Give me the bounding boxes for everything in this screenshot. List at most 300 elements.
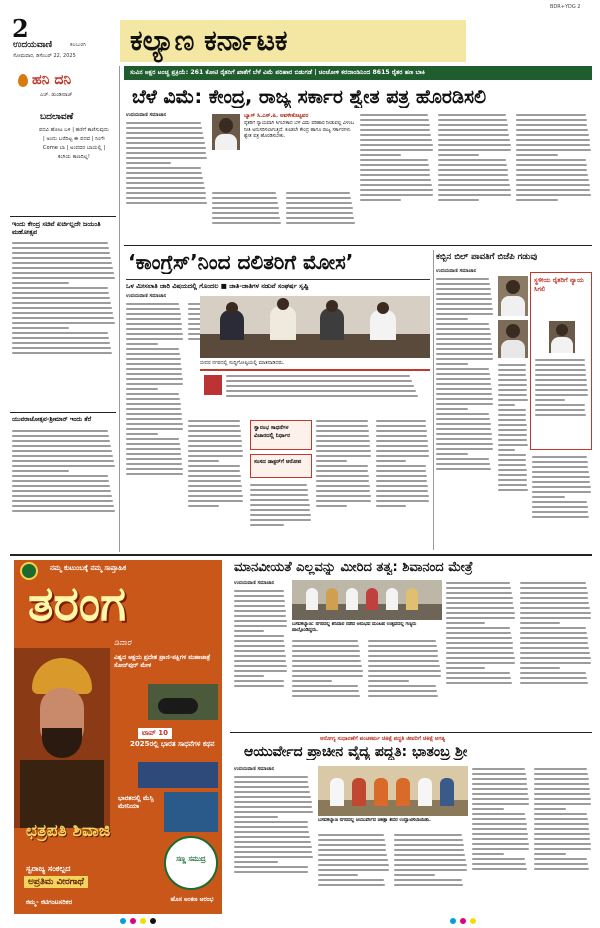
text-line <box>126 132 203 134</box>
text-line <box>292 665 362 667</box>
text-line <box>438 179 509 181</box>
text-line <box>520 657 591 659</box>
text-line <box>126 318 181 320</box>
ad-item-3-photo <box>164 792 218 832</box>
text-line <box>368 645 437 647</box>
text-line <box>438 199 479 201</box>
text-line <box>318 834 384 836</box>
lead-headline: ಬೆಳೆ ವಿಮೆ: ಕೇಂದ್ರ, ರಾಜ್ಯ ಸರ್ಕಾರ ಶ್ವೇತ ಪತ್ರ ಹೊರಡಿಸಲಿ <box>132 86 487 108</box>
text-line <box>234 590 284 592</box>
text-line <box>472 858 525 860</box>
text-line <box>126 338 183 340</box>
text-line <box>394 884 463 886</box>
text-line <box>126 418 182 420</box>
text-line <box>436 428 491 430</box>
text-line <box>188 460 219 462</box>
right-col-1 <box>436 276 494 550</box>
text-line <box>188 430 241 432</box>
text-line <box>394 854 465 856</box>
text-line <box>234 866 308 868</box>
text-line <box>498 464 526 466</box>
text-line <box>360 164 429 166</box>
text-line <box>12 317 114 319</box>
text-line <box>498 459 526 461</box>
text-line <box>472 768 525 770</box>
text-line <box>292 650 360 652</box>
text-line <box>376 425 426 427</box>
text-line <box>472 778 527 780</box>
text-line <box>446 662 515 664</box>
text-line <box>234 851 312 853</box>
ad-badge <box>164 836 218 890</box>
text-line <box>520 622 560 624</box>
text-line <box>498 374 526 376</box>
text-line <box>126 127 202 129</box>
text-line <box>446 642 513 644</box>
text-line <box>368 690 437 692</box>
ad-item-3: ಭಾರತದಲ್ಲಿ ಮೆಸ್ಸಿ ಮೇನಿಯಾ <box>118 794 154 810</box>
text-line <box>438 164 507 166</box>
text-line <box>516 134 589 136</box>
text-line <box>12 342 110 344</box>
text-line <box>234 685 284 687</box>
text-line <box>520 602 589 604</box>
ad-cover-credit: ಕಮ್ಮ- ಕಟಿಗಂಟಸರಿಕರ <box>26 898 73 906</box>
text-line <box>446 627 510 629</box>
text-line <box>126 443 180 445</box>
text-line <box>446 682 512 684</box>
text-line <box>286 197 351 199</box>
text-line <box>188 445 242 447</box>
text-line <box>286 212 353 214</box>
ad-tagline: ನಮ್ಮ ಕುಟುಂಬಕ್ಕೆ ನಮ್ಮ ಸಾಪ್ತಾಹಿಕ <box>50 564 127 572</box>
text-line <box>12 337 109 339</box>
text-line <box>126 423 183 425</box>
ad-item-2: 2025ರಲ್ಲಿ ಭಾರತ ಸಾಧನೆಗಳ ಕಥನ <box>130 740 215 748</box>
section-title: ಕಲ್ಯಾಣ ಕರ್ನಾಟಕ <box>130 24 288 57</box>
text-line <box>516 149 591 151</box>
text-line <box>368 680 409 682</box>
text-line <box>12 302 111 304</box>
text-line <box>532 456 587 458</box>
text-line <box>532 471 589 473</box>
lead-quote-text: ರೈತರಿಗೆ ನ್ಯಾಯವಾಗಿ ಸಿಗಬೇಕಾದ ಬೆಳೆ ವಿಮೆ ಪರಿಹಾರ ನೀಡುವಲ್ಲಿ ವಿಳಂಬ ನೀತಿ ಅನುಸರಿಸಲಾಗುತ್ತಿದೆ. ಕೂಡಲೇ ಕೇಂದ್ರ ಹಾಗೂ ರಾಜ್ಯ ಸರ್ಕಾರಗಳು ಶ್ವೇತ ಪತ್ರ ಹೊರಡಿಸಬೇಕು. <box>244 121 354 139</box>
text-line <box>436 333 491 335</box>
text-line <box>212 217 280 219</box>
text-line <box>498 394 527 396</box>
text-line <box>532 466 588 468</box>
text-line <box>12 485 110 487</box>
text-line <box>12 510 115 512</box>
text-line <box>436 388 492 390</box>
text-line <box>516 199 558 201</box>
text-line <box>286 207 353 209</box>
text-line <box>376 480 427 482</box>
text-line <box>292 670 363 672</box>
poem-text: ಪದವಿ ಹೋಟ ಬಳಿ | ಹಣಿಗೆ ಕಾಣಿಸುವುದು | ಅಂದು ಬರೆದಿಟ್ಟ ಈ ಪದವ | ನಿಂಗೇ Come ಬಾ | ಅಂದವರ ಬಾಯಲ್ಲಿ | ಕಂಗಿಯ ಕಾಣದಿಲ್ಲ! <box>38 127 110 160</box>
text-line <box>535 359 585 361</box>
text-line <box>360 139 432 141</box>
text-line <box>535 364 585 366</box>
text-line <box>394 859 466 861</box>
middle-photo <box>292 580 442 620</box>
text-line <box>516 159 586 161</box>
ad-brand: ತರಂಗ <box>28 576 127 632</box>
text-line <box>498 364 526 366</box>
text-line <box>520 617 591 619</box>
text-line <box>446 652 514 654</box>
text-line <box>436 298 492 300</box>
text-line <box>292 675 363 677</box>
text-line <box>368 670 441 672</box>
text-line <box>394 849 464 851</box>
text-line <box>368 655 438 657</box>
text-line <box>516 144 590 146</box>
bottom-photo-caption: ಬಸವಕಲ್ಯಾಣ ನಗರದಲ್ಲಿ ಆಯುರ್ವೇದ ಚಿಕಿತ್ಸಾ ಶಿಬಿರ ಉದ್ಘಾಟಿಸಲಾಯಿತು. <box>318 818 431 823</box>
text-line <box>292 695 360 697</box>
text-line <box>532 486 591 488</box>
text-line <box>532 476 590 478</box>
text-line <box>360 194 433 196</box>
text-line <box>520 582 586 584</box>
bottom-col-5 <box>534 766 592 914</box>
text-line <box>360 199 401 201</box>
lead-col-3 <box>286 190 356 242</box>
text-line <box>126 368 182 370</box>
right-box <box>530 272 592 450</box>
text-line <box>516 129 588 131</box>
text-line <box>534 863 588 865</box>
text-line <box>250 509 310 511</box>
text-line <box>394 879 462 881</box>
text-line <box>436 313 493 315</box>
text-line <box>472 788 528 790</box>
congress-box-2 <box>250 454 312 478</box>
lead-byline: ಉದಯವಾಣಿ ಸಮಾಚಾರ <box>126 112 167 118</box>
text-line <box>535 374 586 376</box>
text-line <box>472 803 529 805</box>
bottom-col-2 <box>318 832 390 914</box>
text-line <box>535 409 585 411</box>
text-line <box>534 818 588 820</box>
text-line <box>394 844 464 846</box>
text-line <box>438 149 511 151</box>
text-line <box>12 312 113 314</box>
text-line <box>126 333 183 335</box>
congress-photo-caption: ಬೀದರ ನಗರದಲ್ಲಿ ಸುದ್ದಿಗೋಷ್ಠಿಯಲ್ಲಿ ಮಾತನಾಡಿದರು. <box>200 360 285 366</box>
text-line <box>318 854 387 856</box>
text-line <box>376 475 427 477</box>
right-col-3 <box>532 454 592 550</box>
text-line <box>12 272 114 274</box>
text-line <box>234 836 310 838</box>
text-line <box>520 597 588 599</box>
text-line <box>498 489 528 491</box>
text-line <box>472 793 528 795</box>
text-line <box>286 202 352 204</box>
text-line <box>126 137 204 139</box>
text-line <box>316 495 371 497</box>
text-line <box>234 640 284 642</box>
text-line <box>376 460 406 462</box>
text-line <box>376 495 429 497</box>
text-line <box>535 414 586 416</box>
text-line <box>316 440 370 442</box>
congress-col-4 <box>250 482 312 550</box>
text-line <box>126 403 181 405</box>
text-line <box>126 172 202 174</box>
taranga-ad[interactable] <box>14 560 222 914</box>
text-line <box>12 495 112 497</box>
text-line <box>126 453 181 455</box>
text-line <box>446 677 511 679</box>
text-line <box>126 468 183 470</box>
congress-box-1 <box>250 420 312 450</box>
sidebar-story-2-headline: ಯುವರಾಜೋತ್ಸವ-ಶ್ರೀಮಾನ್ ಇಂದು ತೆರೆ <box>12 416 92 423</box>
text-line <box>534 783 589 785</box>
text-line <box>498 434 527 436</box>
text-line <box>188 485 242 487</box>
text-line <box>534 773 588 775</box>
sidebar-story-1-headline: ಇಂದು ಕೇಂದ್ರ ಸಚಿವೆ ಖರ್ಚಿಲ್ಲದೇ ಜಯಂತಿ ಮಹೋತ್ಸವ <box>12 220 101 236</box>
text-line <box>436 418 490 420</box>
text-line <box>318 844 386 846</box>
text-line <box>234 670 287 672</box>
middle-byline: ಉದಯವಾಣಿ ಸಮಾಚಾರ <box>234 580 275 586</box>
masthead <box>0 0 600 64</box>
text-line <box>12 440 110 442</box>
text-line <box>360 119 429 121</box>
text-line <box>520 632 587 634</box>
text-line <box>535 389 588 391</box>
text-line <box>292 680 332 682</box>
text-line <box>438 169 508 171</box>
text-line <box>436 403 493 405</box>
text-line <box>292 660 361 662</box>
text-line <box>234 655 286 657</box>
poem-title: ಬದಲಾವಣೆ <box>40 112 74 122</box>
bottom-byline: ಉದಯವಾಣಿ ಸಮಾಚಾರ <box>234 766 275 772</box>
text-line <box>532 516 589 518</box>
text-line <box>250 524 284 526</box>
text-line <box>436 323 489 325</box>
text-line <box>472 798 529 800</box>
text-line <box>126 378 183 380</box>
congress-headline: ‘ಕಾಂಗ್ರೆಸ್’ನಿಂದ ದಲಿತರಿಗೆ ಮೋಸ’ <box>128 250 354 274</box>
text-line <box>360 149 433 151</box>
text-line <box>436 463 490 465</box>
congress-col-1 <box>126 301 184 549</box>
text-line <box>126 162 171 164</box>
text-line <box>376 450 429 452</box>
paper-name: ಉದಯವಾಣಿ <box>13 40 53 50</box>
middle-col-1 <box>234 588 288 728</box>
ad-brand-sub: ಡಿವಾರ <box>114 638 132 647</box>
text-line <box>436 373 490 375</box>
text-line <box>534 843 591 845</box>
text-line <box>394 834 462 836</box>
text-line <box>498 389 527 391</box>
congress-col-6 <box>376 418 430 550</box>
text-line <box>318 884 385 886</box>
text-line <box>436 448 493 450</box>
middle-col-4 <box>446 580 516 728</box>
text-line <box>438 129 508 131</box>
right-headline: ಕಬ್ಬಿನ ಬಿಲ್ ಪಾವತಿಗೆ ಬಿಜೆಪಿ ಗಡುವು <box>436 252 538 262</box>
text-line <box>360 129 430 131</box>
text-line <box>436 423 491 425</box>
text-line <box>532 481 590 483</box>
bottom-col-3 <box>394 832 468 914</box>
text-line <box>436 353 493 355</box>
text-line <box>12 480 109 482</box>
text-line <box>436 288 491 290</box>
text-line <box>436 368 489 370</box>
text-line <box>436 283 490 285</box>
text-line <box>12 490 111 492</box>
text-line <box>520 672 586 674</box>
text-line <box>438 184 510 186</box>
text-line <box>316 470 368 472</box>
text-line <box>438 189 511 191</box>
text-line <box>436 318 468 320</box>
text-line <box>498 399 528 401</box>
text-line <box>12 470 69 472</box>
text-line <box>234 861 278 863</box>
text-line <box>12 307 112 309</box>
middle-photo-caption: ಬಸವಕಲ್ಯಾಣ: ನಗರದಲ್ಲಿ ಶನಿವಾರ ನಡೆದ ಅನುಭವ ಮಂಟಪ ಉತ್ಸವದಲ್ಲಿ ಗಣ್ಯರು ಪಾಲ್ಗೊಂಡಿದ್ದರು. <box>292 622 417 633</box>
text-line <box>516 189 590 191</box>
congress-col-5 <box>316 418 372 550</box>
text-line <box>12 262 112 264</box>
text-line <box>534 853 566 855</box>
right-box-title: ಸ್ಥಳೀಯ ರೈತರಿಗೆ ನ್ಯಾಯ ಸಿಗಲಿ <box>534 276 584 293</box>
text-line <box>520 677 587 679</box>
text-line <box>126 358 181 360</box>
text-line <box>12 460 114 462</box>
text-line <box>360 154 401 156</box>
text-line <box>516 119 587 121</box>
text-line <box>292 655 360 657</box>
text-line <box>532 491 591 493</box>
text-line <box>520 647 589 649</box>
text-line <box>376 465 426 467</box>
text-line <box>498 439 527 441</box>
text-line <box>520 642 588 644</box>
text-line <box>472 868 527 870</box>
text-line <box>376 470 426 472</box>
shivaji-portrait <box>14 648 110 828</box>
text-line <box>126 122 201 124</box>
right-photo-1 <box>498 276 528 316</box>
text-line <box>234 600 285 602</box>
lead-quote-name: ಬ್ಯಾಗ್ ಸಿ.ಎಸ್.ಪಿ. ಅವಳೀಕೊಟ್ಟವರ <box>244 113 309 119</box>
text-line <box>126 388 158 390</box>
text-line <box>534 828 589 830</box>
print-registration-marks <box>120 918 480 924</box>
ad-cover-sub-1: ಸ್ವರಾಜ್ಯ ಸಂಕಲ್ಪದ <box>26 864 71 873</box>
text-line <box>188 440 242 442</box>
text-line <box>438 174 508 176</box>
text-line <box>188 495 243 497</box>
text-line <box>12 297 110 299</box>
text-line <box>360 159 428 161</box>
page-code: BDR+YDG 2 <box>550 4 581 10</box>
text-line <box>226 385 414 387</box>
text-line <box>126 438 179 440</box>
text-line <box>520 612 591 614</box>
text-line <box>520 652 590 654</box>
text-line <box>126 328 182 330</box>
text-line <box>126 192 206 194</box>
text-line <box>234 846 312 848</box>
text-line <box>446 647 513 649</box>
text-line <box>446 592 512 594</box>
text-line <box>318 839 385 841</box>
text-line <box>292 685 358 687</box>
text-line <box>360 174 430 176</box>
text-line <box>360 144 433 146</box>
text-line <box>446 612 515 614</box>
text-line <box>360 134 431 136</box>
text-line <box>126 167 201 169</box>
text-line <box>446 597 513 599</box>
bottom-kicker: ಆರೋಗ್ಯ ಸುಧಾರಣೆಗೆ ಪಂಚಕರ್ಮ ಚಿಕಿತ್ಸೆ ಪದ್ಧತಿ ಜೀವರಿಗೆ ಚಿಕಿತ್ಸೆ ಅಗತ್ಯ <box>320 736 446 742</box>
middle-col-3 <box>368 638 442 728</box>
text-line <box>534 868 589 870</box>
right-photo-2 <box>498 320 528 358</box>
text-line <box>316 435 369 437</box>
text-line <box>250 504 310 506</box>
ad-item-1-photo <box>148 684 218 720</box>
text-line <box>126 197 206 199</box>
text-line <box>12 332 108 334</box>
text-line <box>126 147 206 149</box>
text-line <box>12 347 111 349</box>
text-line <box>534 768 587 770</box>
congress-byline: ಉದಯವಾಣಿ ಸಮಾಚಾರ <box>126 293 167 299</box>
text-line <box>534 833 590 835</box>
text-line <box>316 445 370 447</box>
text-line <box>360 189 433 191</box>
text-line <box>532 506 588 508</box>
text-line <box>376 430 427 432</box>
text-line <box>318 849 386 851</box>
text-line <box>234 811 313 813</box>
text-line <box>436 348 492 350</box>
text-line <box>188 450 243 452</box>
sidebar <box>10 66 116 552</box>
text-line <box>316 430 369 432</box>
text-line <box>316 500 371 502</box>
lead-col-4 <box>360 112 434 242</box>
text-line <box>520 682 588 684</box>
text-line <box>376 485 428 487</box>
text-line <box>376 445 428 447</box>
text-line <box>250 484 307 486</box>
text-line <box>516 174 588 176</box>
bottom-col-4 <box>472 766 530 914</box>
text-line <box>446 617 515 619</box>
text-line <box>360 114 428 116</box>
text-line <box>498 414 526 416</box>
text-line <box>188 455 243 457</box>
text-line <box>250 499 309 501</box>
text-line <box>188 435 241 437</box>
text-line <box>12 450 112 452</box>
text-line <box>368 675 441 677</box>
text-line <box>126 303 179 305</box>
